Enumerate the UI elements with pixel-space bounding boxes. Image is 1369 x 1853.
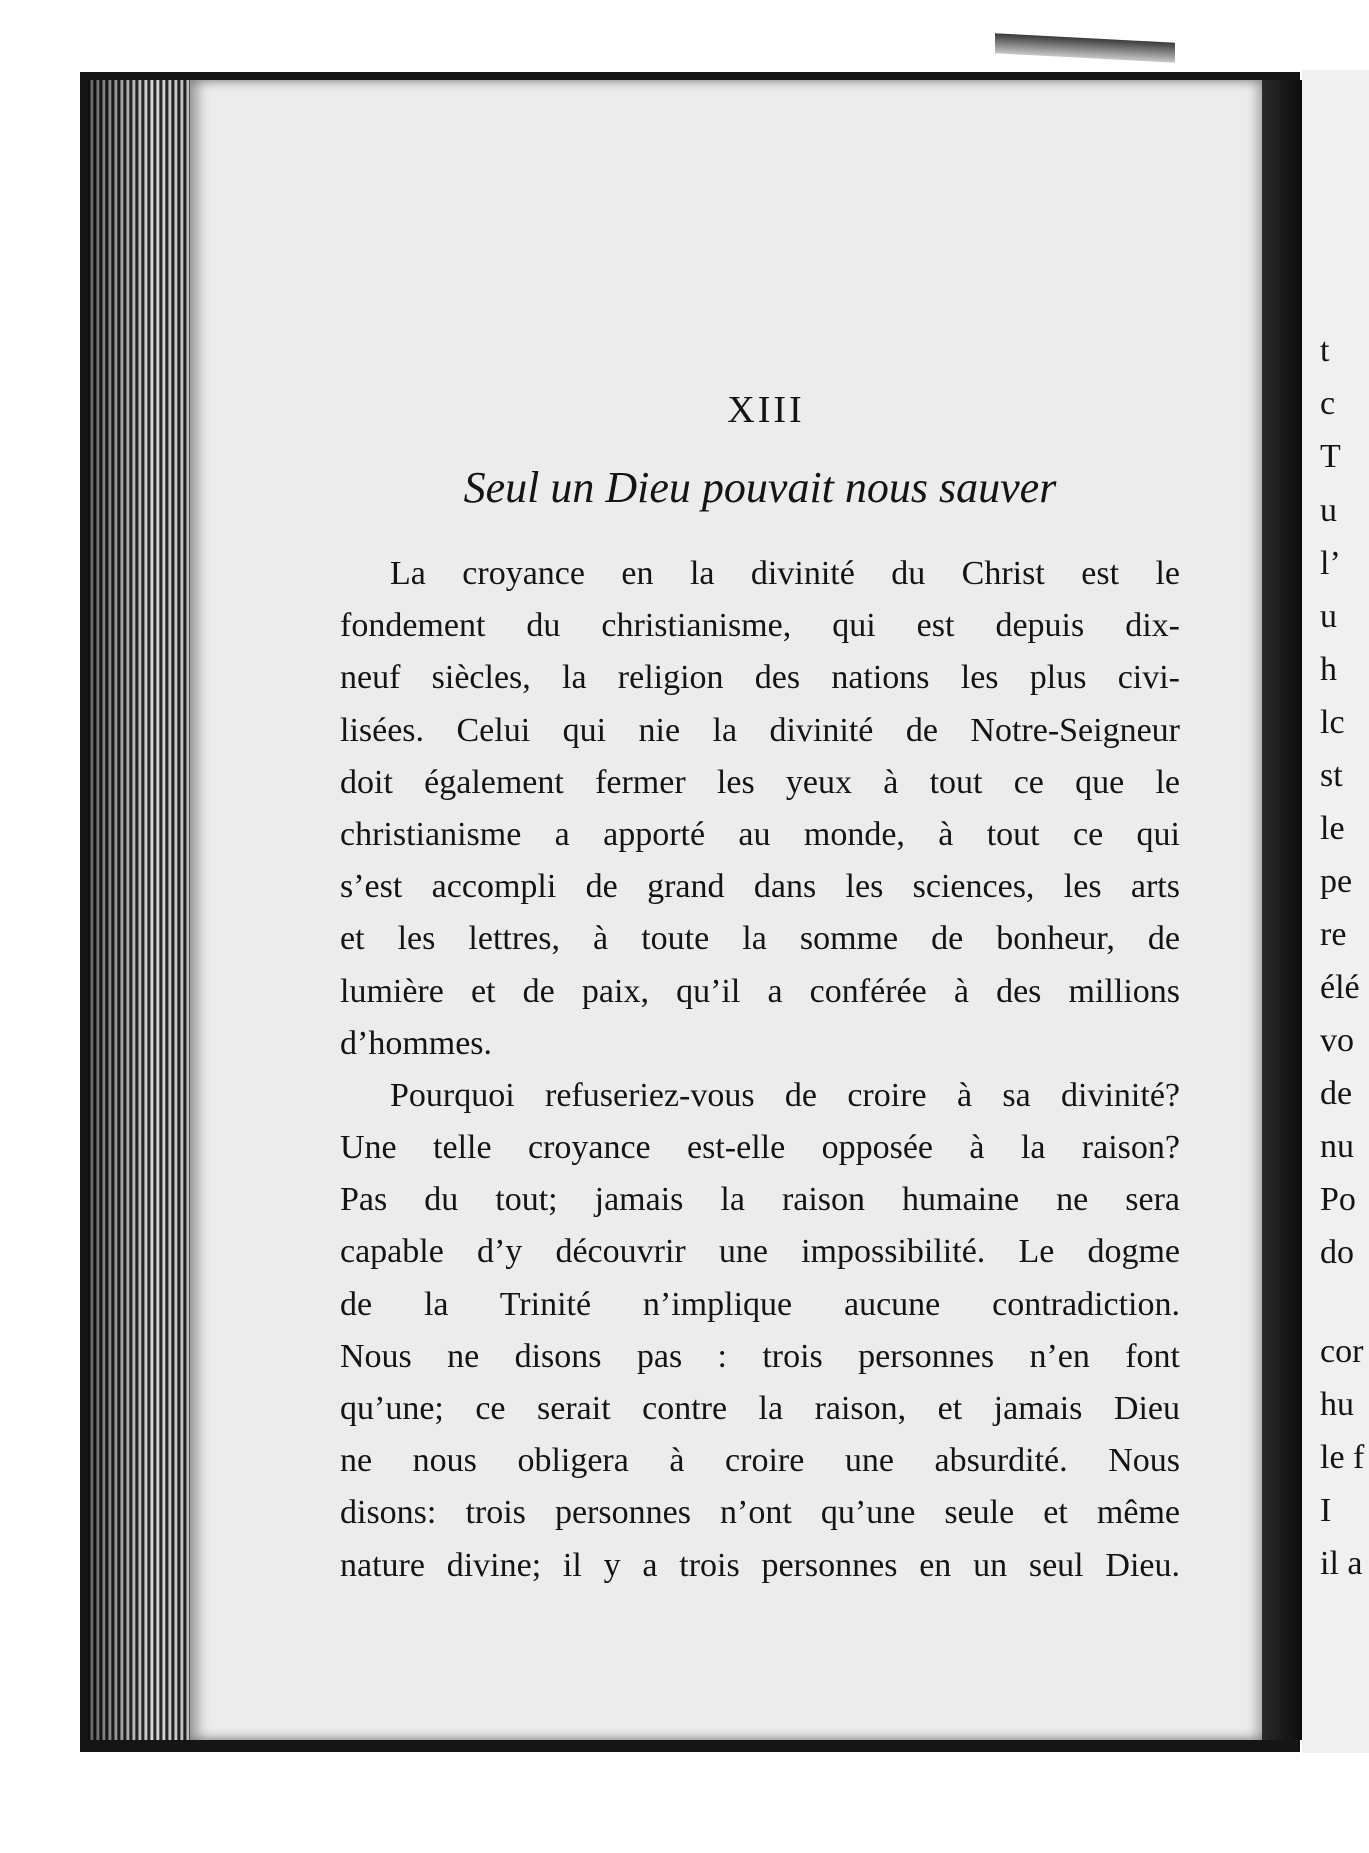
text-line: doit également fermer les yeux à tout ce que le	[340, 763, 1180, 801]
text-line: Nous ne disons pas : trois personnes n’en font	[340, 1337, 1180, 1375]
facing-page-fragment: le	[1320, 810, 1345, 847]
facing-page-fragment: T	[1320, 438, 1341, 475]
facing-page-fragment: pe	[1320, 863, 1353, 900]
chapter-number: XIII	[727, 389, 805, 431]
text-line: fondement du christianisme, qui est depuis dix-	[340, 607, 1180, 645]
book-gutter	[1262, 80, 1302, 1740]
chapter-title: Seul un Dieu pouvait nous sauver	[463, 463, 1057, 512]
facing-page-fragment: st	[1320, 757, 1343, 794]
facing-page-fragment: re	[1320, 916, 1347, 953]
text-line: d’hommes.	[340, 1024, 493, 1062]
text-line: disons: trois personnes n’ont qu’une seule et même	[340, 1494, 1180, 1532]
facing-page	[1302, 70, 1369, 1753]
text-line: et les lettres, à toute la somme de bonheur, de	[340, 920, 1180, 958]
next-page-top-edge	[995, 33, 1175, 62]
facing-page-fragment: c	[1320, 385, 1336, 422]
facing-page-fragment: l’	[1320, 545, 1341, 582]
facing-page-fragment: I	[1320, 1492, 1332, 1529]
text-line: lumière et de paix, qu’il a conférée à des millions	[340, 972, 1180, 1010]
facing-page-fragment: u	[1320, 492, 1337, 529]
text-line: ne nous obligera à croire une absurdité. Nous	[340, 1442, 1180, 1480]
facing-page-fragment: nu	[1320, 1128, 1354, 1165]
facing-page-fragment: hu	[1320, 1386, 1354, 1423]
facing-page-fragment: vo	[1320, 1022, 1354, 1059]
facing-page-fragment: u	[1320, 598, 1337, 635]
facing-page-fragment: Po	[1320, 1181, 1356, 1218]
text-line: s’est accompli de grand dans les sciences, les arts	[340, 868, 1180, 906]
text-line: qu’une; ce serait contre la raison, et jamais Dieu	[340, 1390, 1180, 1427]
body-text	[340, 548, 1180, 1592]
text-line: neuf siècles, la religion des nations les plus civi-	[340, 659, 1180, 697]
stacked-page-edges	[88, 80, 196, 1740]
text-line: Une telle croyance est-elle opposée à la raison?	[340, 1129, 1180, 1167]
text-line: Pourquoi refuseriez-vous de croire à sa divinité?	[390, 1076, 1180, 1114]
facing-page-fragment: il a	[1320, 1545, 1363, 1582]
facing-page-fragment: le f	[1320, 1439, 1365, 1476]
facing-page-fragment: h	[1320, 651, 1337, 688]
facing-page-fragment: lc	[1320, 704, 1345, 741]
text-line: christianisme a apporté au monde, à tout ce qui	[340, 815, 1180, 853]
facing-page-fragment: de	[1320, 1075, 1353, 1112]
text-line: capable d’y découvrir une impossibilité. Le dogme	[340, 1233, 1180, 1271]
text-line: La croyance en la divinité du Christ est le	[390, 555, 1180, 592]
text-line: Pas du tout; jamais la raison humaine ne sera	[340, 1181, 1180, 1219]
text-line: nature divine; il y a trois personnes en un seul Dieu.	[340, 1546, 1180, 1584]
facing-page-fragment: cor	[1320, 1333, 1364, 1370]
text-line: de la Trinité n’implique aucune contradiction.	[340, 1285, 1180, 1323]
facing-page-fragment: t	[1320, 332, 1330, 369]
facing-page-fragment: do	[1320, 1234, 1354, 1271]
facing-page-fragment: élé	[1320, 969, 1360, 1006]
text-line: lisées. Celui qui nie la divinité de Notre-Seigneur	[340, 711, 1180, 749]
